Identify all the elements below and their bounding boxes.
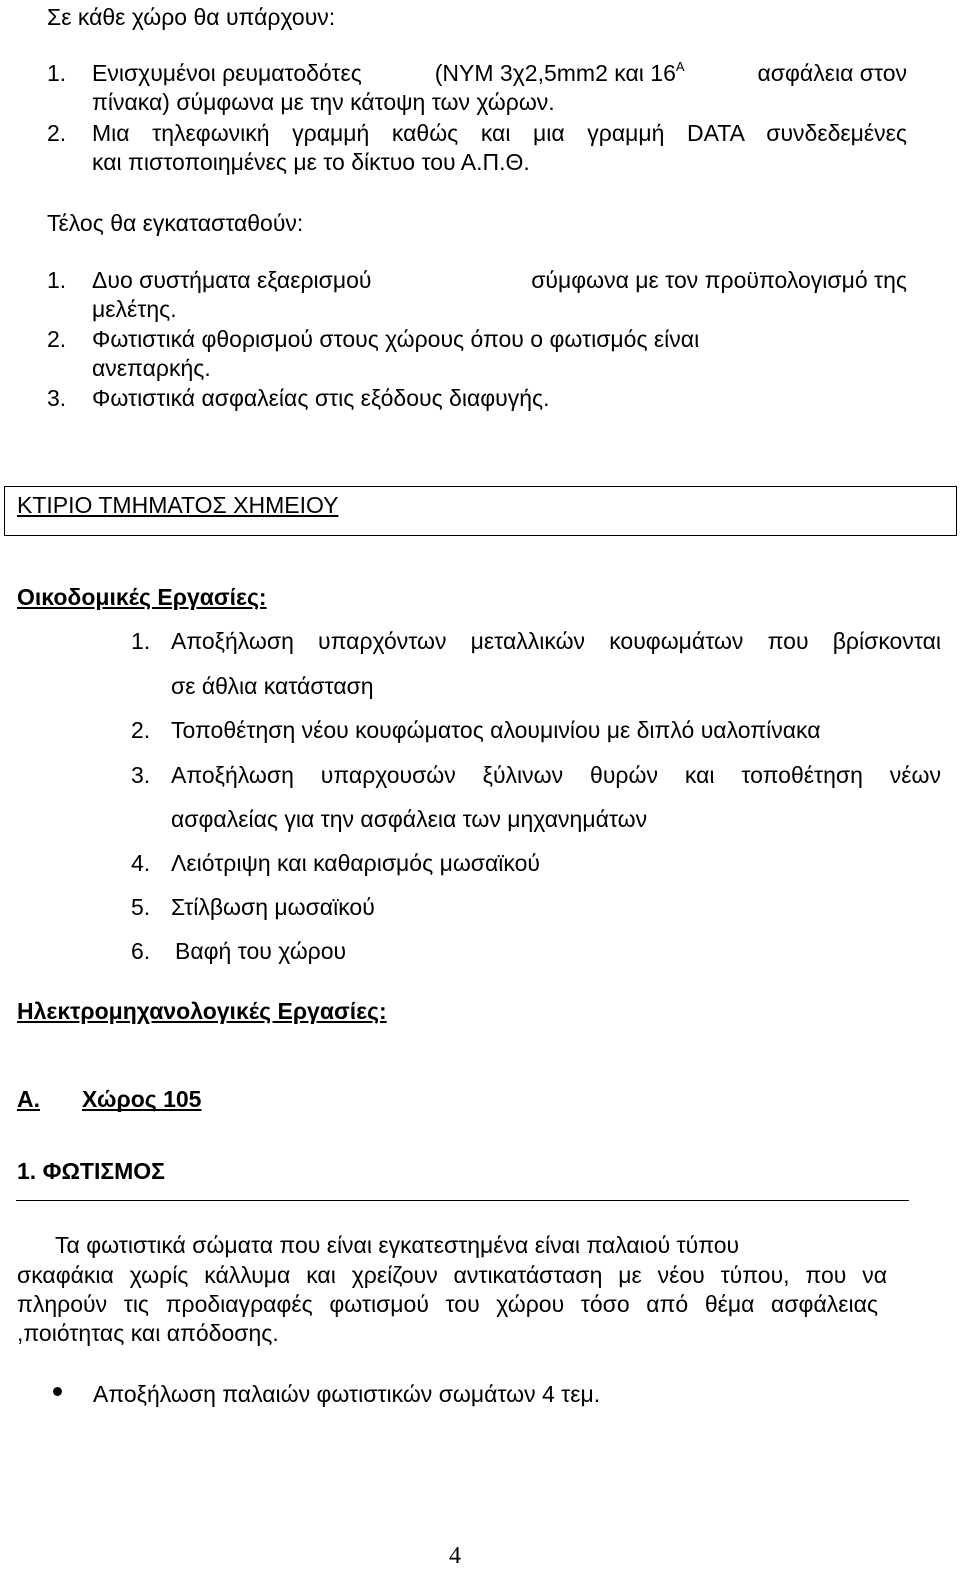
construction-item-6-number: 6. — [131, 938, 151, 964]
construction-item-1-number: 1. — [131, 628, 151, 654]
construction-item-2-number: 2. — [131, 717, 151, 743]
final-item-1-text-a: Δυο συστήματα εξαερισμού — [92, 267, 372, 293]
final-item-1-text-b: σύμφωνα με τον προϋπολογισμό της — [531, 267, 907, 293]
final-item-3-line1: Φωτιστικά ασφαλείας στις εξόδους διαφυγής. — [92, 385, 550, 411]
intro-item-2-line2: και πιστοποιημένες με το δίκτυο του Α.Π.Θ. — [92, 149, 530, 175]
construction-item-4-number: 4. — [131, 850, 151, 876]
electromechanical-heading: Ηλεκτρομηχανολογικές Εργασίες: — [17, 998, 387, 1024]
construction-item-3-line1: Αποξήλωση υπαρχουσών ξύλινων θυρών και τοποθέτηση νέων — [171, 762, 941, 788]
intro-item-1-superscript: A — [675, 59, 685, 74]
final-item-2-number: 2. — [47, 326, 67, 352]
bullet-dot — [53, 1387, 62, 1396]
final-item-2-line1: Φωτιστικά φθορισμού στους χώρους όπου ο φωτισμός είναι — [92, 326, 700, 352]
final-item-2-line2: ανεπαρκής. — [92, 355, 211, 381]
construction-item-1-line1: Αποξήλωση υπαρχόντων μεταλλικών κουφωμάτων που βρίσκονται — [171, 628, 941, 654]
construction-item-2-line1: Τοποθέτηση νέου κουφώματος αλουμινίου με διπλό υαλοπίνακα — [171, 717, 821, 743]
construction-item-6-line1: Βαφή του χώρου — [175, 938, 347, 964]
paragraph-line-3: πληρούν τις προδιαγραφές φωτισμού του χώρου τόσο από θέμα ασφάλειας — [17, 1291, 878, 1317]
final-item-1-number: 1. — [47, 267, 67, 293]
construction-item-3-number: 3. — [131, 762, 151, 788]
intro-item-1-line1 — [92, 60, 907, 87]
construction-item-1-line2: σε άθλια κατάσταση — [171, 673, 374, 699]
intro-item-1-spec: (NYM 3χ2,5mm2 και 16 — [434, 60, 676, 86]
paragraph-line-1: Τα φωτιστικά σώματα που είναι εγκατεστημένα είναι παλαιού τύπου — [55, 1232, 740, 1258]
intro-item-2-number: 2. — [47, 120, 67, 146]
paragraph-line-2: σκαφάκια χωρίς κάλλυμα και χρείζουν αντικατάσταση με νέου τύπου, που να — [17, 1262, 887, 1288]
final-item-3-number: 3. — [47, 385, 67, 411]
room-heading — [17, 1086, 227, 1113]
page-number: 4 — [449, 1543, 461, 1569]
intro-item-2-line1: Μια τηλεφωνική γραμμή καθώς και μια γραμμή DATA συνδεδεμένες — [92, 120, 907, 146]
intro-item-1-text-a: Ενισχυμένοι ρευματοδότες — [92, 60, 362, 86]
construction-item-5-line1: Στίλβωση μωσαϊκού — [171, 894, 375, 920]
intro-item-1-text-c: ασφάλεια στον — [757, 60, 907, 86]
construction-item-5-number: 5. — [131, 894, 151, 920]
building-title: ΚΤΙΡΙΟ ΤΜΗΜΑΤΟΣ ΧΗΜΕΙΟΥ — [17, 492, 339, 518]
lighting-section-heading: 1. ΦΩΤΙΣΜΟΣ — [17, 1158, 165, 1184]
paragraph-line-4: ,ποιότητας και απόδοσης. — [17, 1320, 279, 1346]
room-letter: Α. — [17, 1086, 40, 1112]
intro-item-1-text-b — [435, 60, 685, 87]
final-heading: Τέλος θα εγκατασταθούν: — [47, 210, 304, 236]
room-heading-gap — [40, 1086, 82, 1113]
construction-item-3-line2: ασφαλείας για την ασφάλεια των μηχανημάτων — [171, 806, 648, 832]
intro-heading: Σε κάθε χώρο θα υπάρχουν: — [47, 4, 336, 30]
construction-item-4-line1: Λειότριψη και καθαρισμός μωσαϊκού — [171, 850, 540, 876]
bullet-item: Αποξήλωση παλαιών φωτιστικών σωμάτων 4 τεμ. — [93, 1381, 601, 1407]
intro-item-1-line2: πίνακα) σύμφωνα με την κάτοψη των χώρων. — [92, 89, 555, 115]
room-name: Χώρος 105 — [82, 1086, 202, 1112]
final-item-1-line2: μελέτης. — [92, 296, 177, 322]
construction-heading: Οικοδομικές Εργασίες: — [17, 584, 267, 610]
intro-item-1-number: 1. — [47, 60, 67, 86]
section-divider — [16, 1200, 909, 1201]
final-item-1-line1 — [92, 267, 907, 294]
